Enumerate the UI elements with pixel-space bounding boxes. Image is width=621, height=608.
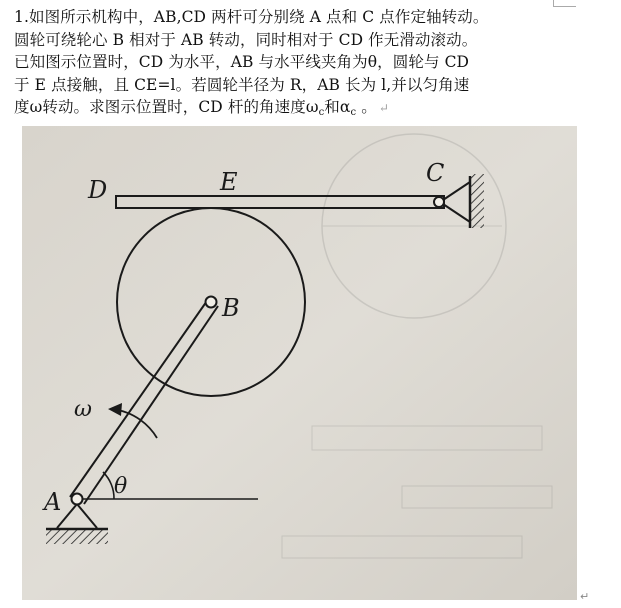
problem-line-5-prefix: 度ω转动。求图示位置时，CD 杆的角速度ω — [14, 98, 319, 116]
label-omega: ω — [74, 397, 92, 422]
label-theta: θ — [114, 474, 128, 499]
end-paragraph-mark: ↵ — [580, 590, 590, 603]
problem-statement — [14, 6, 614, 125]
mechanism-diagram — [22, 126, 577, 600]
paragraph-mark: ↵ — [378, 101, 389, 115]
pin-a — [72, 494, 83, 505]
mechanism-figure — [22, 126, 577, 600]
omega-subscript: c — [318, 107, 325, 118]
label-d: D — [88, 176, 108, 204]
problem-line-5 — [14, 96, 614, 125]
problem-line-3: 已知图示位置时，CD 为水平，AB 与水平线夹角为θ，圆轮与 CD — [14, 53, 470, 71]
label-a: A — [44, 488, 62, 516]
label-b: B — [222, 294, 240, 322]
alpha-subscript: c — [350, 107, 357, 118]
problem-line-5-end: 。 — [356, 98, 377, 116]
problem-line-1: 1.如图所示机构中，AB,CD 两杆可分别绕 A 点和 C 点作定轴转动。 — [14, 8, 489, 26]
wall-hatch — [470, 174, 484, 228]
label-e: E — [220, 168, 238, 196]
problem-line-5-mid: 和α — [324, 98, 351, 116]
ground-hatch — [46, 530, 108, 544]
problem-line-4: 于 E 点接触，且 CE=l。若圆轮半径为 R，AB 长为 l,并以匀角速 — [14, 75, 470, 94]
problem-line-2: 圆轮可绕轮心 B 相对于 AB 转动，同时相对于 CD 作无滑动滚动。 — [14, 30, 478, 49]
label-c: C — [426, 159, 445, 187]
pin-b — [206, 297, 217, 308]
